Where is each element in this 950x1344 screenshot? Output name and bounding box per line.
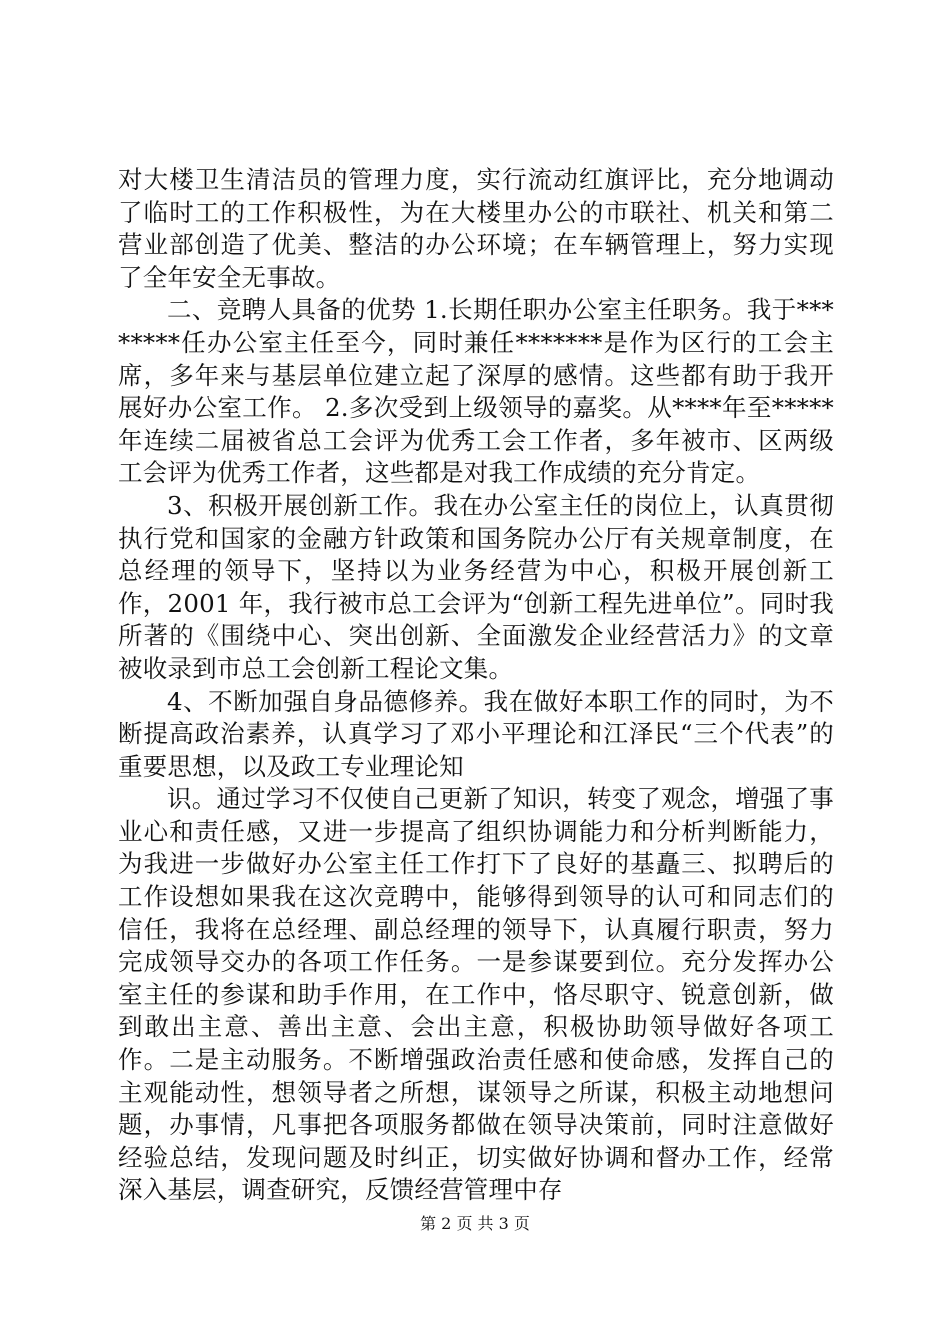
page-footer: 第 2 页 共 3 页 [420,1214,530,1233]
paragraph-innovation: 3、积极开展创新工作。我在办公室主任的岗位上，认真贯彻执行党和国家的金融方针政策和国务院办公厅有关规章制度，在总经理的领导下，坚持以为业务经营为中心，积极开展创新工作，2001 年，我行被市总工会评为“创新工程先进单位”。同时我所著的《围绕中心、突出创新、全面激发企业经营活力》的文章被收录到市总工会创新工程论文集。 [118,490,834,683]
document-body [118,164,834,1207]
paragraph-work-plan: 识。通过学习不仅使自己更新了知识，转变了观念，增强了事业心和责任感，又进一步提高了组织协调能力和分析判断能力，为我进一步做好办公室主任工作打下了良好的基矗三、拟聘后的工作设想如果我在这次竞聘中，能够得到领导的认可和同志们的信任，我将在总经理、副总经理的领导下，认真履行职责，努力完成领导交办的各项工作任务。一是参谋要到位。充分发挥办公室主任的参谋和助手作用，在工作中，恪尽职守、锐意创新，做到敢出主意、善出主意、会出主意，积极协助领导做好各项工作。二是主动服务。不断增强政治责任感和使命感，发挥自己的主观能动性，想领导者之所想，谋领导之所谋，积极主动地想问题，办事情，凡事把各项服务都做在领导决策前，同时注意做好经验总结，发现问题及时纠正，切实做好协调和督办工作，经常深入基层，调查研究，反馈经营管理中存 [118,784,834,1205]
paragraph-self-cultivation: 4、不断加强自身品德修养。我在做好本职工作的同时，为不断提高政治素养，认真学习了邓小平理论和江泽民“三个代表”的重要思想，以及政工专业理论知 [118,686,834,781]
paragraph-advantages: 二、竞聘人具备的优势 1.长期任职办公室主任职务。我于********任办公室主任至今，同时兼任*******是作为区行的工会主席，多年来与基层单位建立起了深厚的感情。这些都有助于我开展好办公室工作。 2.多次受到上级领导的嘉奖。从****年至*****年连续二届被省总工会评为优秀工会工作者，多年被市、区两级工会评为优秀工作者，这些都是对我工作成绩的充分肯定。 [118,295,834,488]
paragraph-continuation: 对大楼卫生清洁员的管理力度，实行流动红旗评比，充分地调动了临时工的工作积极性，为在大楼里办公的市联社、机关和第二营业部创造了优美、整洁的办公环境；在车辆管理上，努力实现了全年安全无事故。 [118,165,834,292]
